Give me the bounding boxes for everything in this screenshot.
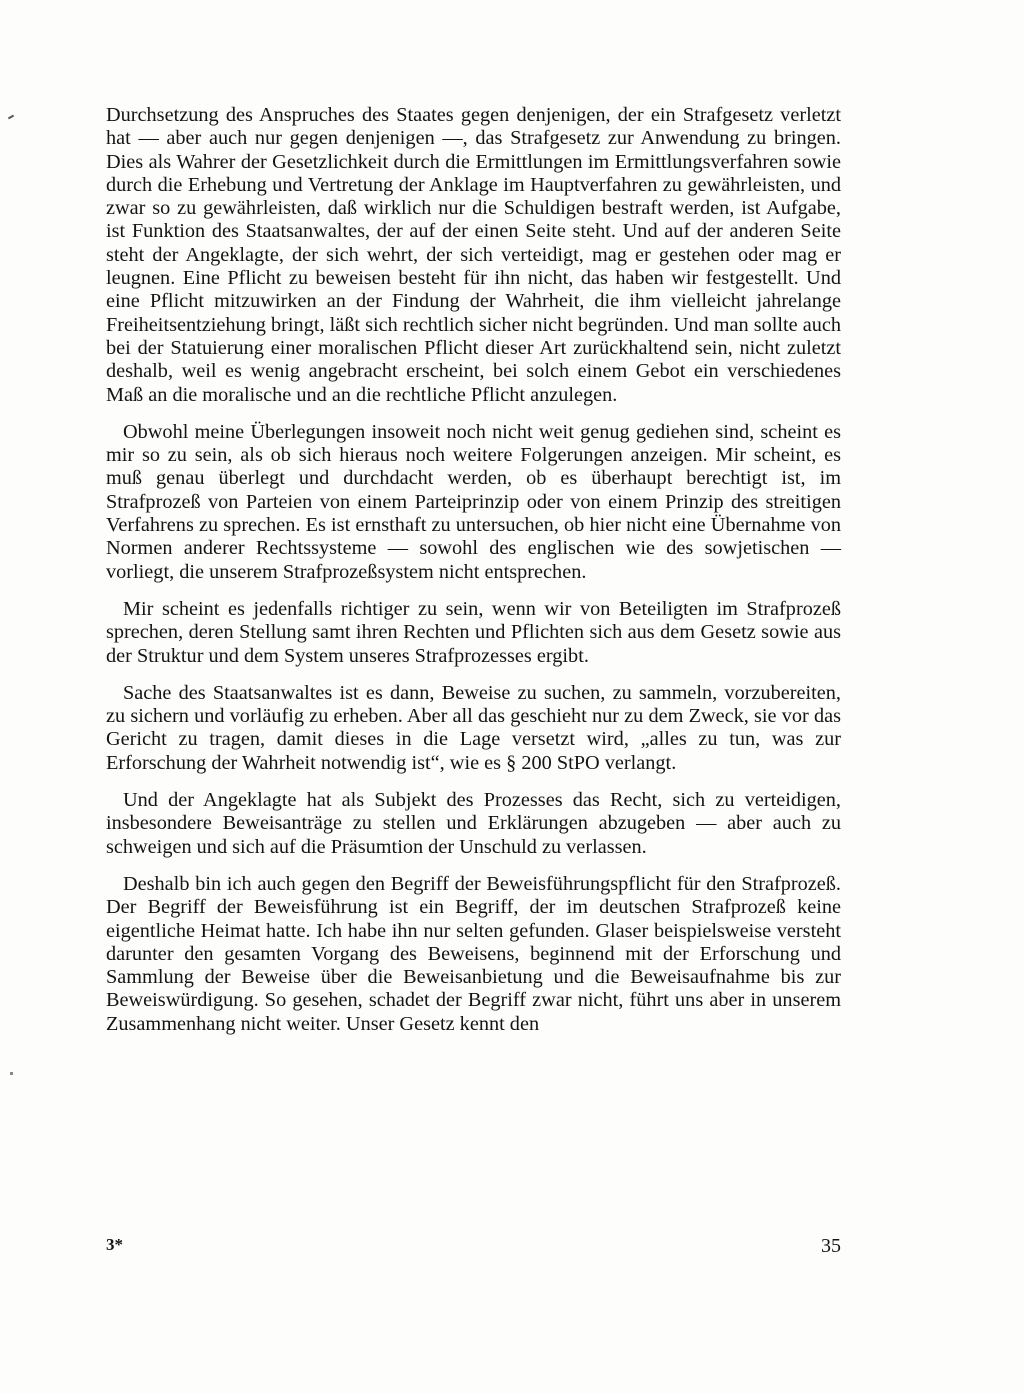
body-text bbox=[106, 104, 841, 1036]
signature-mark: 3* bbox=[106, 1235, 123, 1254]
paragraph: Durchsetzung des Anspruches des Staates gegen denjenigen, der ein Strafgesetz verletzt hat — aber auch nur gegen denjenigen —, das Strafgesetz zur Anwendung zu bringen. Dies als Wahrer der Gesetzlichkeit durch die Ermittlungen im Ermittlungsverfahren sowie durch die Erhebung und Vertretung der Anklage im Hauptverfahren zu gewährleisten, und zwar so zu gewährleisten, daß wirklich nur die Schuldigen bestraft werden, ist Aufgabe, ist Funktion des Staatsanwaltes, der auf der einen Seite steht. Und auf der anderen Seite steht der Angeklagte, der sich wehrt, der sich verteidigt, mag er gestehen oder mag er leugnen. Eine Pflicht zu beweisen besteht für ihn nicht, das haben wir festgestellt. Und eine Pflicht mitzuwirken an der Findung der Wahrheit, die ihm vielleicht jahrelange Freiheitsentziehung bringt, läßt sich rechtlich sicher nicht begründen. Und man sollte auch bei der Statuierung einer moralischen Pflicht dieser Art zurückhaltend sein, nicht zuletzt deshalb, weil es wenig angebracht erscheint, bei solch einem Gebot ein verschiedenes Maß an die moralische und an die rechtliche Pflicht anzulegen. bbox=[106, 104, 841, 406]
paragraph: Obwohl meine Überlegungen insoweit noch nicht weit genug gediehen sind, scheint es mir so zu sein, als ob sich hieraus noch weitere Folgerungen anzeigen. Mir scheint, es muß genau überlegt und durchdacht werden, ob es überhaupt berechtigt ist, im Strafprozeß von Parteien von einem Parteiprinzip oder von einem Prinzip des streitigen Verfahrens zu sprechen. Es ist ernsthaft zu untersuchen, ob hier nicht eine Übernahme von Normen anderer Rechtssysteme — sowohl des englischen wie des sowjetischen — vorliegt, die unserem Strafprozeßsystem nicht entsprechen. bbox=[106, 420, 841, 583]
paragraph: Deshalb bin ich auch gegen den Begriff der Beweisführungspflicht für den Strafprozeß. Der Begriff der Beweisführung ist ein Begriff, der im deutschen Strafprozeß keine eigentliche Heimat hatte. Ich habe ihn nur selten gefunden. Glaser beispielsweise versteht darunter den gesamten Vorgang des Beweisens, beginnend mit der Erforschung und Sammlung der Beweise über die Beweisanbietung und die Beweisaufnahme bis zur Beweiswürdigung. So gesehen, schadet der Begriff zwar nicht, führt uns aber in unserem Zusammenhang nicht weiter. Unser Gesetz kennt den bbox=[106, 872, 841, 1035]
paragraph: Mir scheint es jedenfalls richtiger zu sein, wenn wir von Beteiligten im Strafprozeß sprechen, deren Stellung samt ihren Rechten und Pflichten sich aus dem Gesetz sowie aus der Struktur und dem System unseres Strafprozesses ergibt. bbox=[106, 597, 841, 667]
scan-speck bbox=[8, 115, 14, 120]
paragraph: Und der Angeklagte hat als Subjekt des Prozesses das Recht, sich zu verteidigen, insbesondere Beweisanträge zu stellen und Erklärungen abzugeben — aber auch zu schweigen und sich auf die Präsumtion der Unschuld zu verlassen. bbox=[106, 789, 841, 858]
page-number: 35 bbox=[821, 1235, 841, 1257]
paragraph: Sache des Staatsanwaltes ist es dann, Beweise zu suchen, zu sammeln, vorzubereiten, zu sichern und vorläufig zu erheben. Aber all das geschieht nur zu dem Zweck, sie vor das Gericht zu tragen, damit dieses in die Lage versetzt wird, „alles zu tun, was zur Erforschung der Wahrheit notwendig ist“, wie es § 200 StPO verlangt. bbox=[106, 681, 841, 774]
scan-speck bbox=[10, 1072, 13, 1075]
page-footer bbox=[106, 1235, 841, 1265]
